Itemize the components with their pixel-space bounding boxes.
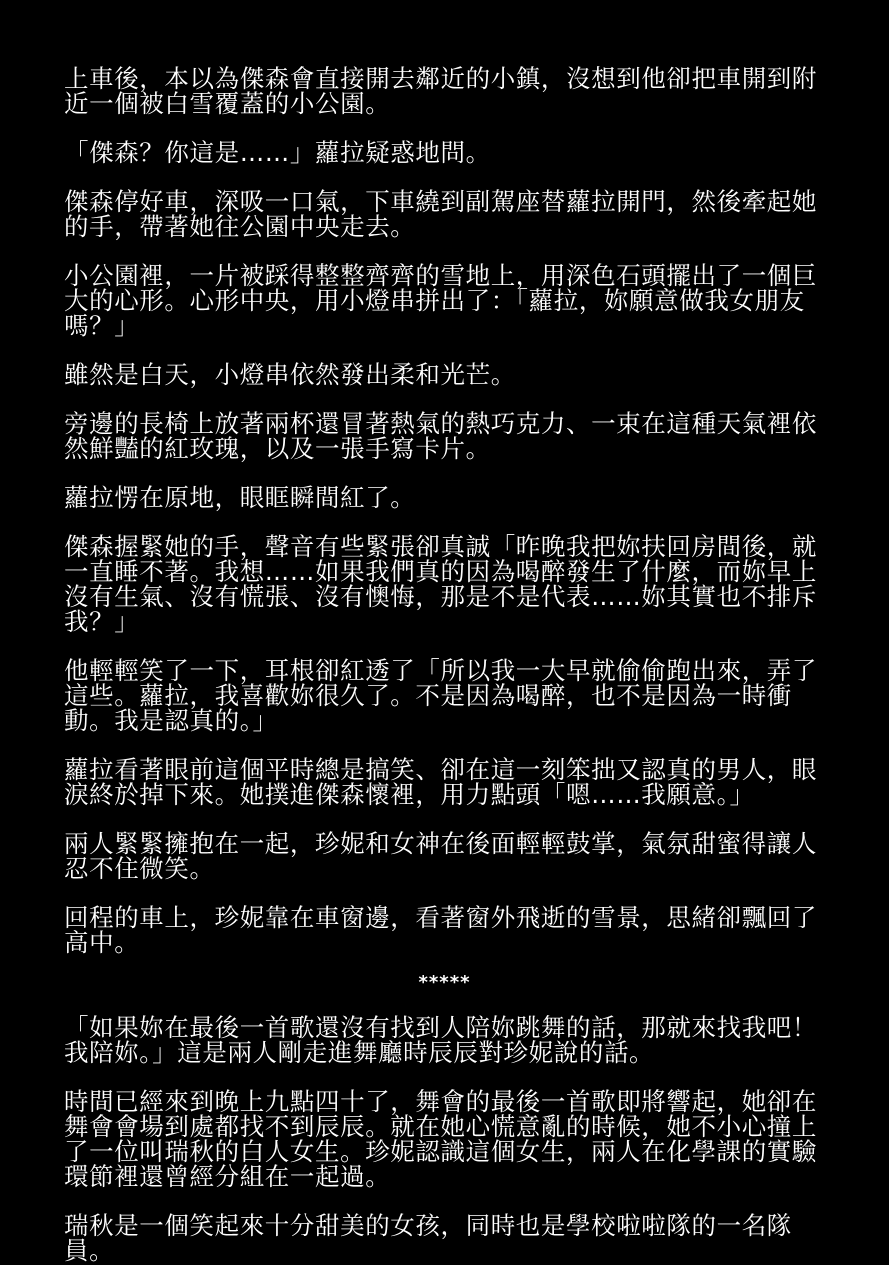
paragraph: 回程的車上，珍妮靠在車窗邊，看著窗外飛逝的雪景，思緒卻飄回了高中。 (64, 903, 817, 957)
paragraph: 上車後，本以為傑森會直接開去鄰近的小鎮，沒想到他卻把車開到附近一個被白雪覆蓋的小公園。 (64, 64, 817, 118)
paragraph: 雖然是白天，小燈串依然發出柔和光芒。 (64, 360, 516, 389)
paragraph: 瑞秋是一個笑起來十分甜美的女孩，同時也是學校啦啦隊的一名隊員。 (64, 1211, 792, 1265)
paragraph: 兩人緊緊擁抱在一起，珍妮和女神在後面輕輕鼓掌，氣氛甜蜜得讓人忍不住微笑。 (64, 829, 817, 883)
paragraph: 蘿拉愣在原地，眼眶瞬間紅了。 (64, 483, 416, 512)
paragraph: 傑森握緊她的手，聲音有些緊張卻真誠「昨晚我把妳扶回房間後，就一直睡不著。我想……如果我們真的因為喝醉發生了什麼，而妳早上沒有生氣、沒有慌張、沒有懊悔，那是不是代表……妳其實也不排斥我？」 (64, 532, 817, 636)
paragraph: 他輕輕笑了一下，耳根卻紅透了「所以我一大早就偷偷跑出來，弄了這些。蘿拉，我喜歡妳很久了。不是因為喝醉，也不是因為一時衝動。我是認真的。」 (64, 656, 817, 735)
paragraph: 「如果妳在最後一首歌還沒有找到人陪妳跳舞的話，那就來找我吧！我陪妳。」這是兩人剛走進舞廳時辰辰對珍妮說的話。 (64, 1013, 817, 1067)
paragraph: 旁邊的長椅上放著兩杯還冒著熱氣的熱巧克力、一束在這種天氣裡依然鮮豔的紅玫瑰，以及一張手寫卡片。 (64, 409, 817, 463)
paragraph: 傑森停好車，深吸一口氣，下車繞到副駕座替蘿拉開門，然後牽起她的手，帶著她往公園中央走去。 (64, 187, 817, 241)
section-separator: ***** (418, 972, 471, 993)
paragraph: 小公園裡，一片被踩得整整齊齊的雪地上，用深色石頭擺出了一個巨大的心形。心形中央，用小燈串拼出了：「蘿拉，妳願意做我女朋友嗎？」 (64, 261, 817, 340)
paragraph: 蘿拉看著眼前這個平時總是搞笑、卻在這一刻笨拙又認真的男人，眼淚終於掉下來。她撲進傑森懷裡，用力點頭「嗯……我願意。」 (64, 755, 817, 809)
paragraph: 「傑森？你這是……」蘿拉疑惑地問。 (64, 138, 491, 167)
paragraph: 時間已經來到晚上九點四十了，舞會的最後一首歌即將響起，她卻在舞會會場到處都找不到辰辰。就在她心慌意亂的時候，她不小心撞上了一位叫瑞秋的白人女生。珍妮認識這個女生，兩人在化學課的實驗環節裡還曾經分組在一起過。 (64, 1087, 817, 1191)
